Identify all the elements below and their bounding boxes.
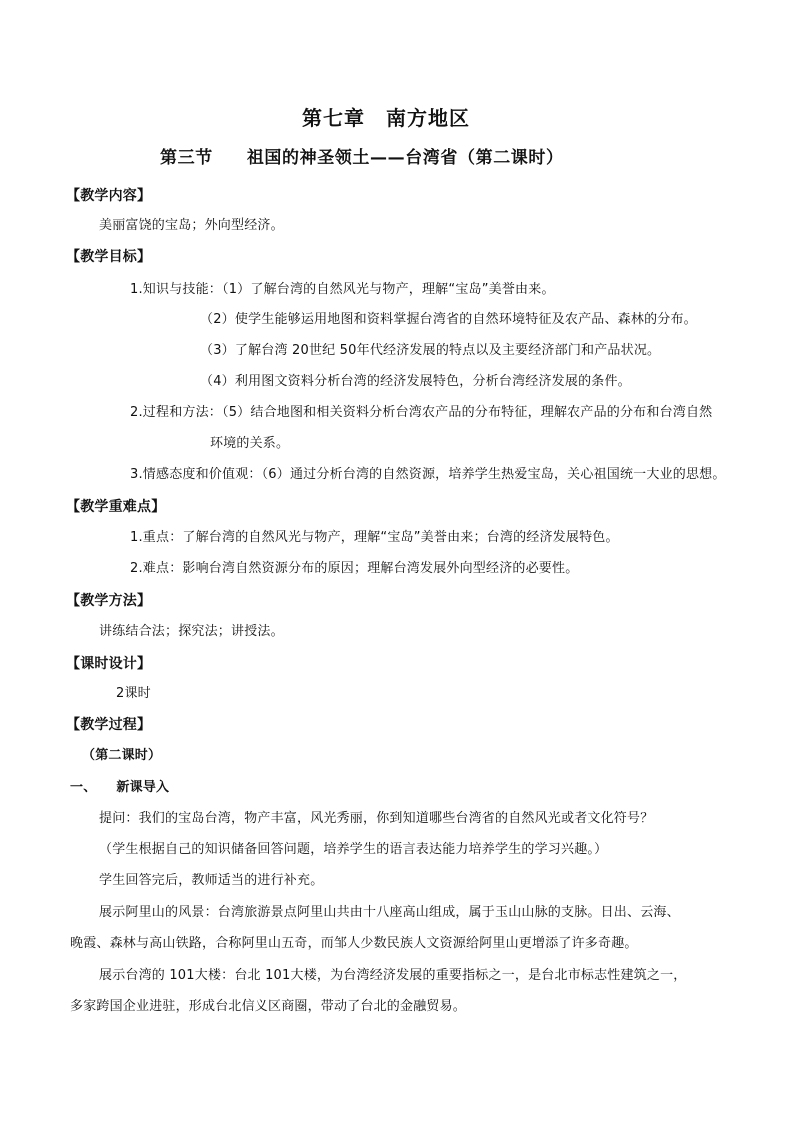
methods-text: 讲练结合法；探究法；讲授法。 bbox=[99, 624, 284, 639]
difficult-point: 2.难点：影响台湾自然资源分布的原因；理解台湾发展外向型经济的必要性。 bbox=[130, 561, 579, 576]
process-method-label: 2.过程和方法： bbox=[130, 405, 223, 420]
process-method-text-cont: 环境的关系。 bbox=[210, 436, 290, 451]
step-one-number: 一、 bbox=[70, 780, 97, 795]
process-method-row bbox=[130, 404, 712, 422]
emotion-text: （6）通过分析台湾的自然资源，培养学生热爱宝岛，关心祖国统一大业的思想。 bbox=[261, 467, 726, 482]
section-title bbox=[160, 147, 564, 169]
content-heading: 【教学内容】 bbox=[66, 188, 152, 204]
taipei-101-paragraph: 展示台湾的 101大楼：台北 101大楼，为台湾经济发展的重要指标之一，是台北市标志性建筑之一， bbox=[99, 968, 687, 983]
methods-heading: 【教学方法】 bbox=[66, 593, 152, 609]
content-text: 美丽富饶的宝岛；外向型经济。 bbox=[99, 218, 284, 233]
teacher-supplement-paragraph: 学生回答完后，教师适当的进行补充。 bbox=[99, 873, 324, 888]
taipei-101-paragraph-cont: 多家跨国企业进驻，形成台北信义区商圈，带动了台北的金融贸易。 bbox=[70, 999, 467, 1014]
knowledge-item-3: （3）了解台湾 20世纪 50年代经济发展的特点以及主要经济部门和产品状况。 bbox=[200, 343, 661, 358]
emotion-row bbox=[130, 466, 726, 484]
alishan-paragraph: 展示阿里山的风景：台湾旅游景点阿里山共由十八座高山组成，属于玉山山脉的支脉。日出、云海、 bbox=[99, 905, 680, 920]
key-point: 1.重点：了解台湾的自然风光与物产，理解“宝岛”美誉由来；台湾的经济发展特色。 bbox=[130, 530, 619, 545]
step-one-title: 新课导入 bbox=[116, 780, 170, 795]
knowledge-item-4: （4）利用图文资料分析台湾的经济发展特色，分析台湾经济发展的条件。 bbox=[200, 374, 631, 389]
objectives-heading: 【教学目标】 bbox=[66, 249, 152, 265]
section-name: 祖国的神圣领土——台湾省（第二课时） bbox=[246, 148, 564, 168]
section-number: 第三节 bbox=[160, 148, 213, 168]
key-points-heading: 【教学重难点】 bbox=[66, 499, 166, 515]
knowledge-item-2: （2）使学生能够运用地图和资料掌握台湾省的自然环境特征及农产品、森林的分布。 bbox=[200, 312, 697, 327]
alishan-paragraph-cont: 晚霞、森林与高山铁路，合称阿里山五奇，而邹人少数民族人文资源给阿里山更增添了许多奇趣。 bbox=[70, 936, 638, 951]
knowledge-row bbox=[130, 281, 555, 299]
design-heading: 【课时设计】 bbox=[66, 656, 152, 672]
process-heading: 【教学过程】 bbox=[66, 717, 152, 733]
student-note-paragraph: （学生根据自己的知识储备回答问题，培养学生的语言表达能力培养学生的学习兴趣。） bbox=[99, 842, 608, 857]
lesson-label: （第二课时） bbox=[82, 748, 162, 763]
knowledge-label: 1.知识与技能： bbox=[130, 282, 223, 297]
question-paragraph: 提问：我们的宝岛台湾，物产丰富，风光秀丽，你到知道哪些台湾省的自然风光或者文化符号？ bbox=[99, 811, 654, 826]
emotion-label: 3.情感态度和价值观： bbox=[130, 467, 262, 482]
chapter-title: 第七章 南方地区 bbox=[302, 106, 470, 130]
knowledge-item-1: （1）了解台湾的自然风光与物产，理解“宝岛”美誉由来。 bbox=[222, 282, 555, 297]
design-text: 2课时 bbox=[116, 686, 151, 701]
step-one-row bbox=[70, 779, 169, 797]
process-method-text: （5）结合地图和相关资料分析台湾农产品的分布特征，理解农产品的分布和台湾自然 bbox=[222, 405, 713, 420]
